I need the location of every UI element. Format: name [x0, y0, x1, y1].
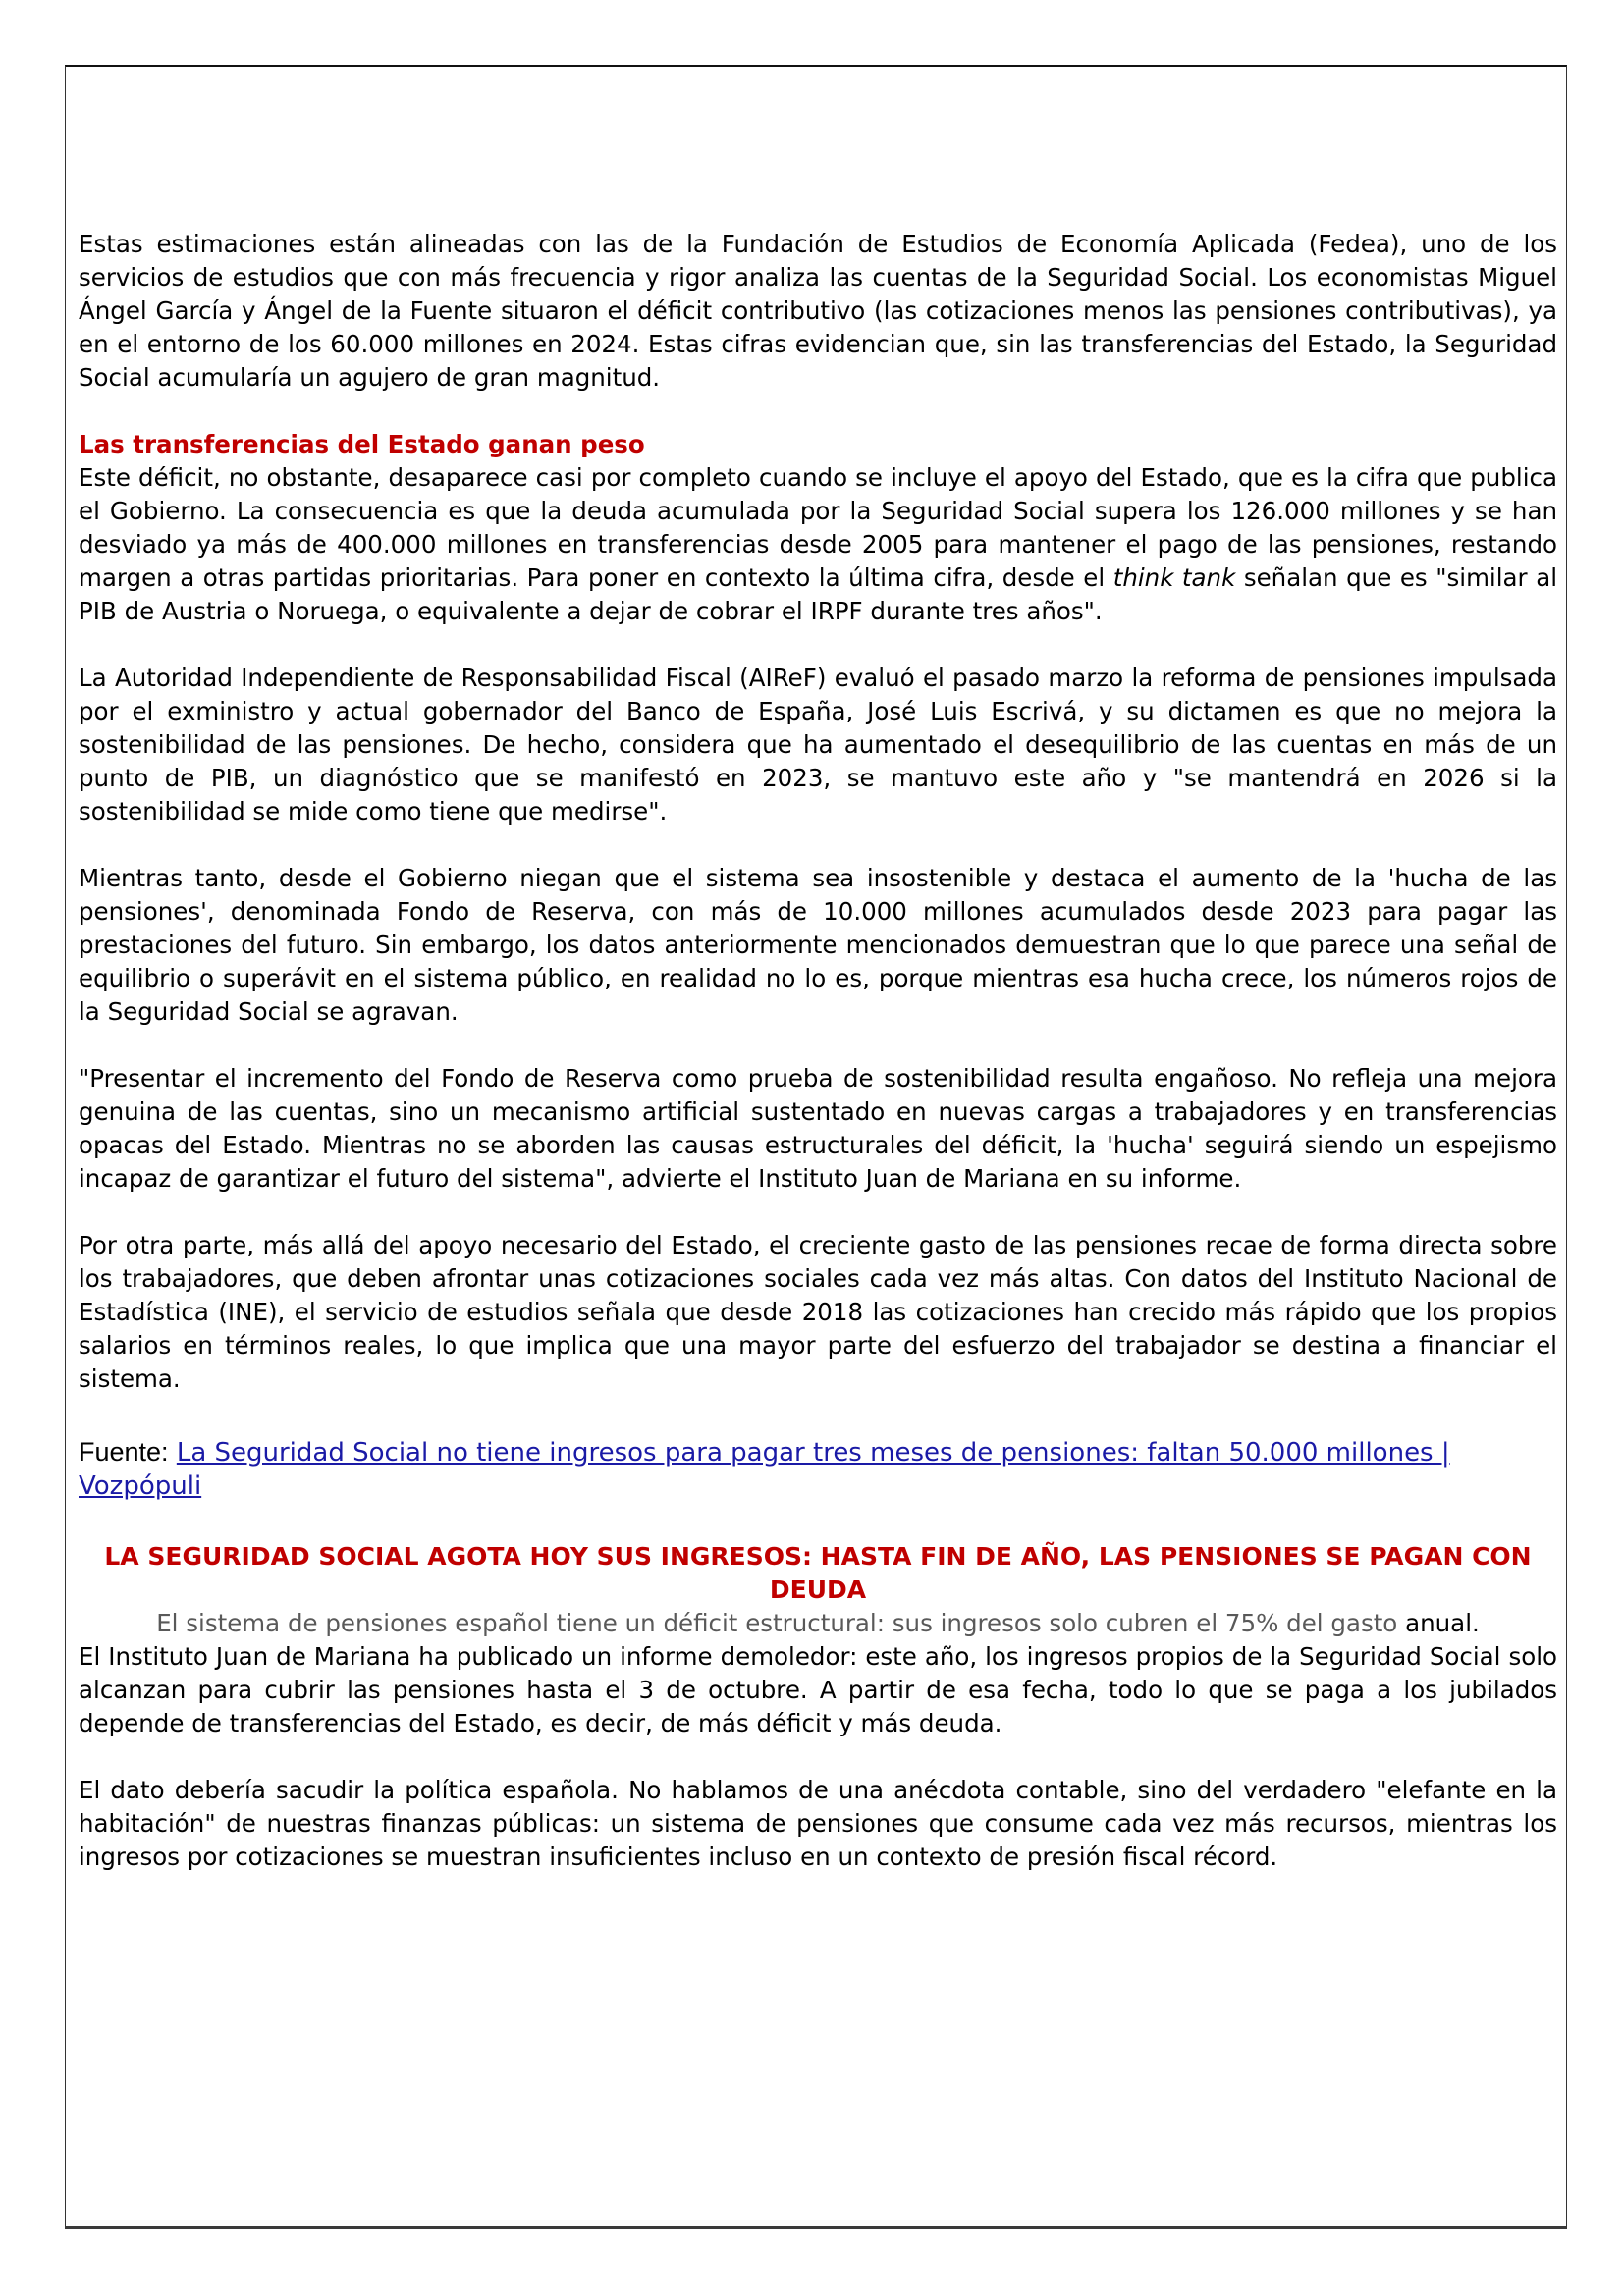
article-subtitle-tail: anual. [1405, 1609, 1480, 1637]
paragraph-elefante: El dato debería sacudir la política española. No hablamos de una anécdota contable, sino del verdadero "elefante en la habitación" de nuestras finanzas públicas: un sistema de pensiones que consume cada vez más recursos, mientras los ingresos por cotizaciones se muestran insuficientes incluso en un contexto de presión fiscal récord. [79, 1776, 1557, 1871]
paragraph-quote-juan-mariana: "Presentar el incremento del Fondo de Reserva como prueba de sostenibilidad resulta engañoso. No refleja una mejora genuina de las cuentas, sino un mecanismo artificial sustentado en nuevas cargas a trabajadores y en transferencias opacas del Estado. Mientras no se aborden las causas estructurales del déficit, la 'hucha' seguirá siendo un espejismo incapaz de garantizar el futuro del sistema", advierte el Instituto Juan de Mariana en su informe. [79, 1064, 1557, 1193]
section-heading-transferencias: Las transferencias del Estado ganan peso [79, 430, 645, 458]
paragraph-fondo-reserva: Mientras tanto, desde el Gobierno niegan que el sistema sea insostenible y destaca el aumento de la 'hucha de las pensiones', denominada Fondo de Reserva, con más de 10.000 millones acumulados desde 2023 para pagar las prestaciones del futuro. Sin embargo, los datos anteriormente mencionados demuestran que lo que parece una señal de equilibrio o superávit en el sistema público, en realidad no lo es, porque mientras esa hucha crece, los números rojos de la Seguridad Social se agravan. [79, 864, 1557, 1026]
article-subtitle-main: El sistema de pensiones español tiene un déficit estructural: sus ingresos solo cubren el 75% del gasto [156, 1609, 1398, 1637]
paragraph-text: Este déficit, no obstante, desaparece casi por completo cuando se incluye el apoyo del Estado, que es la cifra que publica el Gobierno. La consecuencia es que la deuda acumulada por la Seguridad Social supera los 126.000 millones y se han desviado ya más de 400.000 millones en transferencias desde 2005 para mantener el pago de las pensiones, restando margen a otras partidas prioritarias. Para poner en contexto la última cifra, desde el [79, 463, 1557, 592]
paragraph-text: señalan que es "similar al PIB de Austria o Noruega, o equivalente a dejar de cobrar el IRPF durante tres años". [79, 563, 1558, 625]
paragraph-spacer [79, 1396, 1557, 1435]
paragraph-spacer [79, 828, 1557, 862]
paragraph-spacer [79, 628, 1557, 662]
paragraph-airef: La Autoridad Independiente de Responsabilidad Fiscal (AIReF) evaluó el pasado marzo la reforma de pensiones impulsada por el exministro y actual gobernador del Banco de España, José Luis Escrivá, y su dictamen es que no mejora la sostenibilidad de las pensiones. De hecho, considera que ha aumentado el desequilibrio de las cuentas en más de un punto de PIB, un diagnóstico que se manifestó en 2023, se mantuvo este año y "se mantendrá en 2026 si la sostenibilidad se mide como tiene que medirse". [79, 664, 1557, 826]
paragraph-cotizaciones: Por otra parte, más allá del apoyo necesario del Estado, el creciente gasto de las pensiones recae de forma directa sobre los trabajadores, que deben afrontar unas cotizaciones sociales cada vez más altas. Con datos del Instituto Nacional de Estadística (INE), el servicio de estudios señala que desde 2018 las cotizaciones han crecido más rápido que los propios salarios en términos reales, lo que implica que una mayor parte del esfuerzo del trabajador se destina a financiar el sistema. [79, 1231, 1557, 1393]
article-subtitle [79, 1607, 1557, 1640]
paragraph-spacer [79, 1503, 1557, 1540]
article-title: LA SEGURIDAD SOCIAL AGOTA HOY SUS INGRESOS: HASTA FIN DE AÑO, LAS PENSIONES SE PAGAN CON DEUDA [104, 1542, 1532, 1604]
paragraph-spacer [79, 1196, 1557, 1229]
paragraph-spacer [79, 1029, 1557, 1062]
italic-think-tank: think tank [1112, 563, 1236, 592]
paragraph-fedea-estimates: Estas estimaciones están alineadas con las de la Fundación de Estudios de Economía Aplicada (Fedea), uno de los servicios de estudios que con más frecuencia y rigor analiza las cuentas de la Seguridad Social. Los economistas Miguel Ángel García y Ángel de la Fuente situaron el déficit contributivo (las cotizaciones menos las pensiones contributivas), ya en el entorno de los 60.000 millones en 2024. Estas cifras evidencian que, sin las transferencias del Estado, la Seguridad Social acumularía un agujero de gran magnitud. [79, 230, 1557, 392]
source-link-vozpopuli[interactable]: La Seguridad Social no tiene ingresos para pagar tres meses de pensiones: faltan 50.000 millones | Vozpópuli [79, 1438, 1450, 1501]
source-citation [79, 1435, 1557, 1503]
paragraph-deficit-state-support [79, 461, 1557, 628]
paragraph-informe-demoledor: El Instituto Juan de Mariana ha publicado un informe demoledor: este año, los ingresos propios de la Seguridad Social solo alcanzan para cubrir las pensiones hasta el 3 de octubre. A partir de esa fecha, todo lo que se paga a los jubilados depende de transferencias del Estado, es decir, de más déficit y más deuda. [79, 1642, 1557, 1737]
paragraph-spacer [79, 395, 1557, 428]
paragraph-spacer [79, 1740, 1557, 1774]
document-body [79, 228, 1557, 1874]
source-label: Fuente: [79, 1437, 169, 1467]
